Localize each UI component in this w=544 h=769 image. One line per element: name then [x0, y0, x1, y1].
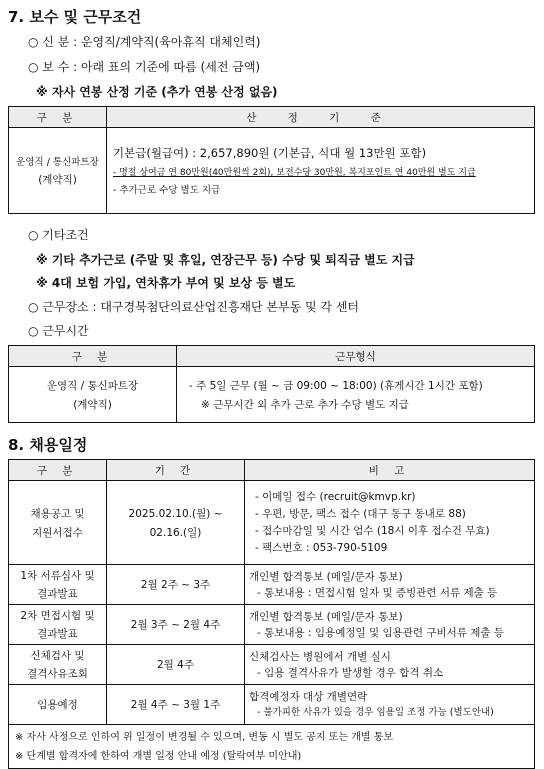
label-line: 결과발표 [37, 628, 78, 640]
schedule-table [8, 459, 535, 769]
note-line: - 팩스번호 : 053-790-5109 [255, 541, 388, 554]
section-8-title: 8. 채용일정 [8, 436, 88, 454]
table-row [9, 605, 535, 645]
salary-line: ○ 보 수 : 아래 표의 기준에 따름 (세전 금액) [28, 60, 261, 74]
employment-type-line: ○ 신 분 : 운영직/계약직(육아휴직 대체인력) [28, 35, 261, 49]
schedule-footnotes [9, 725, 535, 769]
footnote: ※ 자사 사정으로 인하여 위 일정이 변경될 수 있으며, 변동 시 별도 공지 또는 개별 통보 [15, 731, 394, 743]
note-line: - 임용 결격사유가 발생할 경우 합격 취소 [257, 666, 444, 679]
label-line: 신체검사 및 [30, 650, 85, 662]
base-salary-text: 기본급(월급여) : 2,657,890원 (기본급, 식대 월 13만원 포함) [113, 146, 427, 160]
label-line: 1차 서류심사 및 [20, 570, 95, 582]
salary-table-header-category: 구 분 [9, 107, 107, 128]
schedule-row-label: 임용예정 [9, 685, 107, 725]
note-line: 신체검사는 병원에서 개별 실시 [249, 650, 391, 663]
schedule-header-period: 기 간 [107, 460, 245, 481]
row-label-line-1: 운영직 / 통신파트장 [16, 157, 99, 168]
salary-table-criteria [107, 128, 535, 214]
schedule-row-period: 2월 4주 ~ 3월 1주 [107, 685, 245, 725]
footnote: ※ 단계별 합격자에 한하여 개별 일정 안내 예정 (탈락여부 미안내) [15, 750, 302, 762]
salary-table-row-label [9, 128, 107, 214]
other-conditions-title: ○ 기타조건 [28, 228, 89, 242]
overtime-text: - 추가근로 수당 별도 지급 [113, 185, 221, 196]
schedule-row-period: 2월 3주 ~ 2월 4주 [107, 605, 245, 645]
worktime-title: ○ 근무시간 [28, 324, 89, 338]
schedule-row-label [9, 645, 107, 685]
salary-table-header-criteria: 산 정 기 준 [107, 107, 535, 128]
note-line: - 불가피한 사유가 있을 경우 임용일 조정 가능 (별도안내) [257, 706, 494, 718]
worktime-label-line-1: 운영직 / 통신파트장 [46, 379, 139, 392]
period-line: 2025.02.10.(월) ~ [128, 507, 223, 520]
table-row [9, 565, 535, 605]
salary-note: ※ 자사 연봉 산정 기준 (추가 연봉 산정 없음) [36, 85, 278, 99]
workplace-line: ○ 근무장소 : 대구경북첨단의료산업진흥재단 본부동 및 각 센터 [28, 300, 360, 314]
worktime-table-header-category: 구 분 [9, 346, 177, 367]
worktime-label-line-2: (계약직) [73, 398, 112, 411]
note-line: 합격예정자 대상 개별연락 [249, 690, 368, 703]
other-condition-1: ※ 기타 추가근로 (주말 및 휴일, 연장근무 등) 수당 및 퇴직금 별도 지급 [36, 253, 415, 267]
note-line: - 우편, 방문, 팩스 접수 (대구 동구 동내로 88) [255, 507, 466, 520]
note-line: - 통보내용 : 임용예정일 및 임용관련 구비서류 제출 등 [257, 626, 505, 639]
label-line: 지원서접수 [32, 526, 83, 539]
schedule-row-label [9, 605, 107, 645]
table-row [9, 481, 535, 565]
schedule-row-notes [245, 481, 535, 565]
worktime-table-header-type: 근무형식 [177, 346, 535, 367]
note-line: - 통보내용 : 면접시험 일자 및 증빙관련 서류 제출 등 [257, 586, 498, 599]
table-row [9, 645, 535, 685]
label-line: 채용공고 및 [30, 507, 85, 520]
other-condition-2: ※ 4대 보험 가입, 연차휴가 부여 및 보상 등 별도 [36, 276, 296, 290]
schedule-row-label [9, 565, 107, 605]
period-line: 02.16.(일) [149, 526, 202, 539]
salary-table [8, 106, 535, 214]
worktime-table-row-label [9, 367, 177, 423]
schedule-row-notes [245, 605, 535, 645]
note-line: 개인별 합격통보 (메일/문자 통보) [249, 610, 403, 623]
schedule-row-period [107, 481, 245, 565]
table-row [9, 685, 535, 725]
bonus-text: - 명절 상여금 연 80만원(40만원씩 2회), 보전수당 30만원, 복지포인트 연 40만원 별도 지급 [113, 168, 476, 178]
schedule-row-period: 2월 2주 ~ 3주 [107, 565, 245, 605]
schedule-header-category: 구 분 [9, 460, 107, 481]
worktime-hours-text: - 주 5일 근무 (월 ~ 금 09:00 ~ 18:00) (휴게시간 1시간 포함) [189, 379, 483, 392]
table-row [9, 725, 535, 769]
row-label-line-2: (계약직) [38, 174, 77, 186]
note-line: 개인별 합격통보 (메일/문자 통보) [249, 570, 403, 583]
label-line: 2차 면접시험 및 [20, 610, 95, 622]
schedule-row-label [9, 481, 107, 565]
schedule-row-notes [245, 645, 535, 685]
schedule-row-notes [245, 685, 535, 725]
section-7-title: 7. 보수 및 근무조건 [8, 8, 142, 26]
worktime-overtime-text: ※ 근무시간 외 추가 근로 추가 수당 별도 지급 [201, 398, 409, 411]
note-line: - 이메일 접수 (recruit@kmvp.kr) [255, 490, 416, 503]
label-line: 결과발표 [37, 588, 78, 600]
label-line: 결격사유조회 [27, 668, 88, 680]
schedule-header-notes: 비 고 [245, 460, 535, 481]
schedule-row-notes [245, 565, 535, 605]
worktime-table-detail [177, 367, 535, 423]
worktime-table [8, 345, 535, 423]
schedule-row-period: 2월 4주 [107, 645, 245, 685]
note-line: - 접수마감일 및 시간 엄수 (18시 이후 접수건 무효) [255, 524, 490, 537]
